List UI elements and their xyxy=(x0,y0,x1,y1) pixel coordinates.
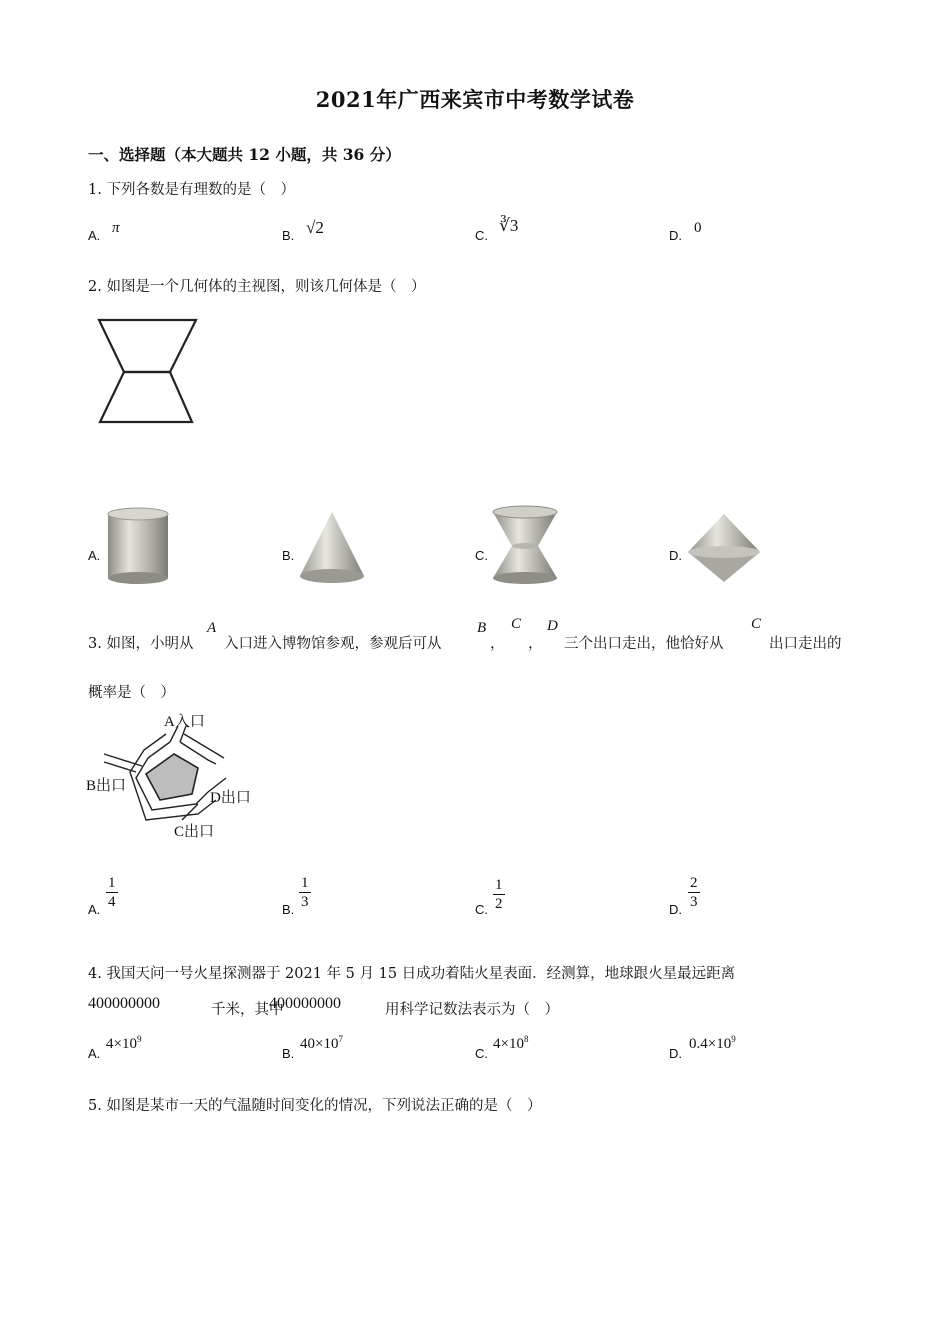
q1-options xyxy=(88,216,848,246)
q1-option-a-value: π xyxy=(112,220,120,236)
q2-options xyxy=(88,500,788,590)
q1-option-b-letter: B. xyxy=(282,228,295,243)
q3-stem-part: 入口进入博物馆参观，参观后可从 xyxy=(224,636,442,652)
q4-text-end: 用科学记数法表示为（ ） xyxy=(385,1002,559,1018)
q3-var-b: B xyxy=(477,620,487,636)
fraction-denominator: 4 xyxy=(108,894,116,910)
q4-option-a-letter: A. xyxy=(88,1046,101,1061)
q1-option-c-value: ∛3 xyxy=(499,216,519,235)
q3-museum-map xyxy=(86,708,276,842)
fraction-denominator: 2 xyxy=(495,896,503,912)
q4-option-a-value xyxy=(106,1034,141,1053)
fraction-denominator: 3 xyxy=(690,894,698,910)
q4-text-mid: 千米，其中 xyxy=(211,1002,284,1018)
q2-option-a-letter: A. xyxy=(88,548,101,563)
section-heading: 一、选择题（本大题共 12 小题，共 36 分） xyxy=(88,145,401,164)
q4-option-c-letter: C. xyxy=(475,1046,488,1061)
q3-option-c-fraction xyxy=(493,876,505,913)
q4-stem-line2 xyxy=(88,996,848,1020)
sci-base: 40×10 xyxy=(300,1036,339,1052)
q3-option-a-letter: A. xyxy=(88,902,101,917)
fraction-numerator: 1 xyxy=(495,877,503,893)
fraction-denominator: 3 xyxy=(301,894,309,910)
sci-exponent: 7 xyxy=(338,1034,343,1044)
fraction-numerator: 2 xyxy=(690,875,698,891)
q3-option-d-letter: D. xyxy=(669,902,682,917)
q4-option-b-value xyxy=(300,1034,343,1053)
q3-stem-line2: 概率是（ ） xyxy=(88,685,175,701)
q4-option-c-value xyxy=(493,1034,528,1053)
q4-number-1: 400000000 xyxy=(88,995,160,1012)
q3-var-d: D xyxy=(547,618,558,634)
q3-stem xyxy=(88,616,868,656)
q1-stem: 1. 下列各数是有理数的是（ ） xyxy=(88,182,295,198)
cylinder-icon xyxy=(104,506,172,586)
sci-base: 0.4×10 xyxy=(689,1036,732,1052)
sci-exponent: 9 xyxy=(731,1034,736,1044)
q3-option-d-fraction xyxy=(688,874,700,911)
q3-var-c2: C xyxy=(751,616,762,632)
q3-stem-part: 3. 如图，小明从 xyxy=(88,636,194,652)
q5-stem: 5. 如图是某市一天的气温随时间变化的情况，下列说法正确的是（ ） xyxy=(88,1098,542,1114)
sci-exponent: 9 xyxy=(136,1034,142,1044)
map-label-c-exit: C出口 xyxy=(174,824,215,840)
q2-option-b-letter: B. xyxy=(282,548,295,563)
map-label-b-exit: B出口 xyxy=(86,778,127,794)
double-cone-hourglass-icon xyxy=(490,504,560,588)
q3-option-a-fraction xyxy=(106,874,118,911)
q3-option-b-letter: B. xyxy=(282,902,295,917)
q1-option-a-letter: A. xyxy=(88,228,101,243)
q4-stem-line1: 4. 我国天问一号火星探测器于 2021 年 5 月 15 日成功着陆火星表面．经测算，地球跟火星最远距离 xyxy=(88,966,736,982)
sci-base: 4×10 xyxy=(106,1036,137,1052)
q4-option-d-value xyxy=(689,1034,736,1053)
q4-number-2: 400000000 xyxy=(269,995,341,1012)
q1-option-b-value: √2 xyxy=(306,218,324,237)
q4-options xyxy=(88,1034,848,1064)
q3-stem-part: 出口走出的 xyxy=(769,636,842,652)
fraction-numerator: 1 xyxy=(301,875,309,891)
q2-stem: 2. 如图是一个几何体的主视图，则该几何体是（ ） xyxy=(88,279,426,295)
q1-option-d-letter: D. xyxy=(669,228,682,243)
map-label-a-entrance: A入口 xyxy=(164,714,205,730)
q4-option-d-letter: D. xyxy=(669,1046,682,1061)
map-label-d-exit: D出口 xyxy=(210,790,251,806)
q1-option-c-letter: C. xyxy=(475,228,488,243)
fraction-numerator: 1 xyxy=(108,875,116,891)
double-cone-diamond-icon xyxy=(686,512,762,584)
q3-option-c-letter: C. xyxy=(475,902,488,917)
q2-option-d-letter: D. xyxy=(669,548,682,563)
q4-option-b-letter: B. xyxy=(282,1046,295,1061)
q3-options xyxy=(88,872,848,922)
q3-stem-part: 三个出口走出，他恰好从 xyxy=(564,636,724,652)
q3-var-c: C xyxy=(511,616,522,632)
q2-option-c-letter: C. xyxy=(475,548,488,563)
q3-var-a: A xyxy=(207,620,217,636)
sci-exponent: 8 xyxy=(523,1034,529,1044)
q3-stem-part: ， xyxy=(528,636,543,652)
q3-stem-part: ， xyxy=(490,636,505,652)
sci-base: 4×10 xyxy=(493,1036,524,1052)
q2-front-view-figure xyxy=(94,316,202,428)
page-title: 2021年广西来宾市中考数学试卷 xyxy=(315,87,635,112)
q1-option-d-value: 0 xyxy=(694,220,702,236)
cone-icon xyxy=(298,510,366,586)
q3-option-b-fraction xyxy=(299,874,311,911)
